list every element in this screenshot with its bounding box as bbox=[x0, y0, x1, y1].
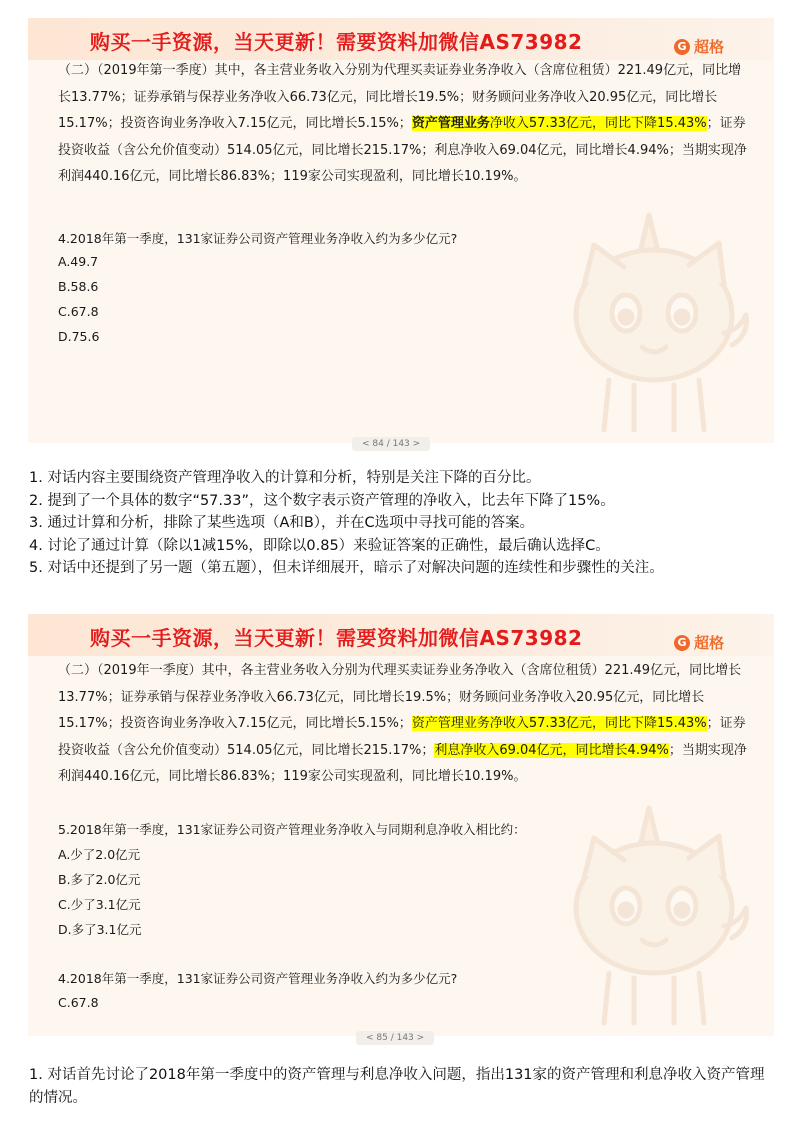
promo-banner bbox=[28, 18, 774, 60]
chaoge-g-logo-icon: G bbox=[674, 39, 690, 55]
option-b: B.多了2.0亿元 bbox=[58, 872, 141, 887]
brand-logo-text: 超格 bbox=[693, 38, 724, 56]
chaoge-g-logo-icon: G bbox=[674, 635, 690, 651]
brand-logo bbox=[674, 632, 724, 653]
page-indicator[interactable]: < 85 / 143 > bbox=[356, 1031, 434, 1045]
passage-part-2: ；证券投资收益（含公允价值变动）514.05亿元，同比增长215.17%；利息净收入69.04亿元，同比增长4.94%；当期实现净利润440.16亿元，同比增长86.83%；119家公司实现盈利，同比增长10.19%。 bbox=[58, 116, 747, 184]
option-d: D.75.6 bbox=[58, 329, 100, 344]
option-c: C.67.8 bbox=[58, 304, 99, 319]
page-indicator[interactable]: < 84 / 143 > bbox=[352, 437, 430, 451]
summary-item: 4. 讨论了通过计算（除以1减15%，即除以0.85）来验证答案的正确性，最后确认选择C。 bbox=[29, 537, 610, 554]
promo-banner bbox=[28, 614, 774, 656]
passage-part-2: ；证券投资收益（含公允价值变动）514.05亿元，同比增长215.17%； bbox=[58, 716, 746, 758]
question-4: 4.2018年第一季度，131家证券公司资产管理业务净收入约为多少亿元? bbox=[58, 231, 458, 246]
highlight-asset-management-value: 净收入57.33亿元，同比下降15.43% bbox=[489, 116, 707, 131]
option-b: B.58.6 bbox=[58, 279, 99, 294]
slide-page-85 bbox=[28, 614, 774, 1036]
summary-item: 3. 通过计算和分析，排除了某些选项（A和B），并在C选项中寻找可能的答案。 bbox=[29, 515, 535, 531]
question-5: 5.2018年第一季度，131家证券公司资产管理业务净收入与同期利息净收入相比约： bbox=[58, 822, 526, 837]
summary-list-2 bbox=[29, 1064, 776, 1109]
option-d: D.多了3.1亿元 bbox=[58, 922, 142, 937]
summary-item: 5. 对话中还提到了另一题（第五题），但未详细展开，暗示了对解决问题的连续性和步骤性的关注。 bbox=[29, 560, 664, 576]
summary-list-1 bbox=[29, 467, 776, 580]
passage-text bbox=[58, 58, 748, 191]
passage-part-3: ；当期实现净利润440.16亿元，同比增长86.83%；119家公司实现盈利，同比增长10.19%。 bbox=[58, 742, 747, 784]
question-4-recap: 4.2018年第一季度，131家证券公司资产管理业务净收入约为多少亿元? bbox=[58, 971, 458, 986]
summary-item: 1. 对话内容主要围绕资产管理净收入的计算和分析，特别是关注下降的百分比。 bbox=[29, 470, 541, 486]
highlight-interest-income: 利息净收入69.04亿元，同比增长4.94% bbox=[434, 742, 669, 758]
passage-part-1: （二）（2019年一季度）其中，各主营业务收入分别为代理买卖证券业务净收入（含席位租赁）221.49亿元，同比增长13.77%；证券承销与保荐业务净收入66.73亿元，同比增长19.5%；财务顾问业务净收入20.95亿元，同比增长15.17%；投资咨询业务净收入7.15亿元，同比增长5.15%； bbox=[58, 663, 742, 731]
summary-item: 2. 提到了一个具体的数字“57.33”，这个数字表示资产管理的净收入，比去年下降了15%。 bbox=[29, 492, 615, 509]
promo-banner-text: 购买一手资源，当天更新！需要资料加微信AS73982 bbox=[90, 626, 583, 650]
highlight-asset-management-label: 资产管理业务 bbox=[411, 116, 490, 131]
question-4-answer: C.67.8 bbox=[58, 995, 99, 1010]
unicorn-mascot-watermark-icon bbox=[554, 195, 754, 435]
passage-text bbox=[58, 658, 748, 791]
highlight-asset-management: 资产管理业务净收入57.33亿元，同比下降15.43% bbox=[411, 716, 707, 731]
option-c: C.少了3.1亿元 bbox=[58, 897, 141, 912]
passage-part-1: （二）（2019年第一季度）其中，各主营业务收入分别为代理买卖证券业务净收入（含席位租赁）221.49亿元，同比增长13.77%；证券承销与保荐业务净收入66.73亿元，同比增长19.5%；财务顾问业务净收入20.95亿元，同比增长15.17%；投资咨询业务净收入7.15亿元，同比增长5.15%； bbox=[58, 63, 742, 131]
brand-logo bbox=[674, 36, 724, 57]
slide-page-84 bbox=[28, 18, 774, 443]
option-a: A.49.7 bbox=[58, 254, 99, 269]
brand-logo-text: 超格 bbox=[693, 634, 724, 652]
summary-item: 1. 对话首先讨论了2018年第一季度中的资产管理与利息净收入问题，指出131家的资产管理和利息净收入资产管理的情况。 bbox=[29, 1067, 765, 1106]
option-a: A.少了2.0亿元 bbox=[58, 847, 141, 862]
unicorn-mascot-watermark-icon bbox=[554, 788, 754, 1028]
promo-banner-text: 购买一手资源，当天更新！需要资料加微信AS73982 bbox=[90, 30, 583, 54]
